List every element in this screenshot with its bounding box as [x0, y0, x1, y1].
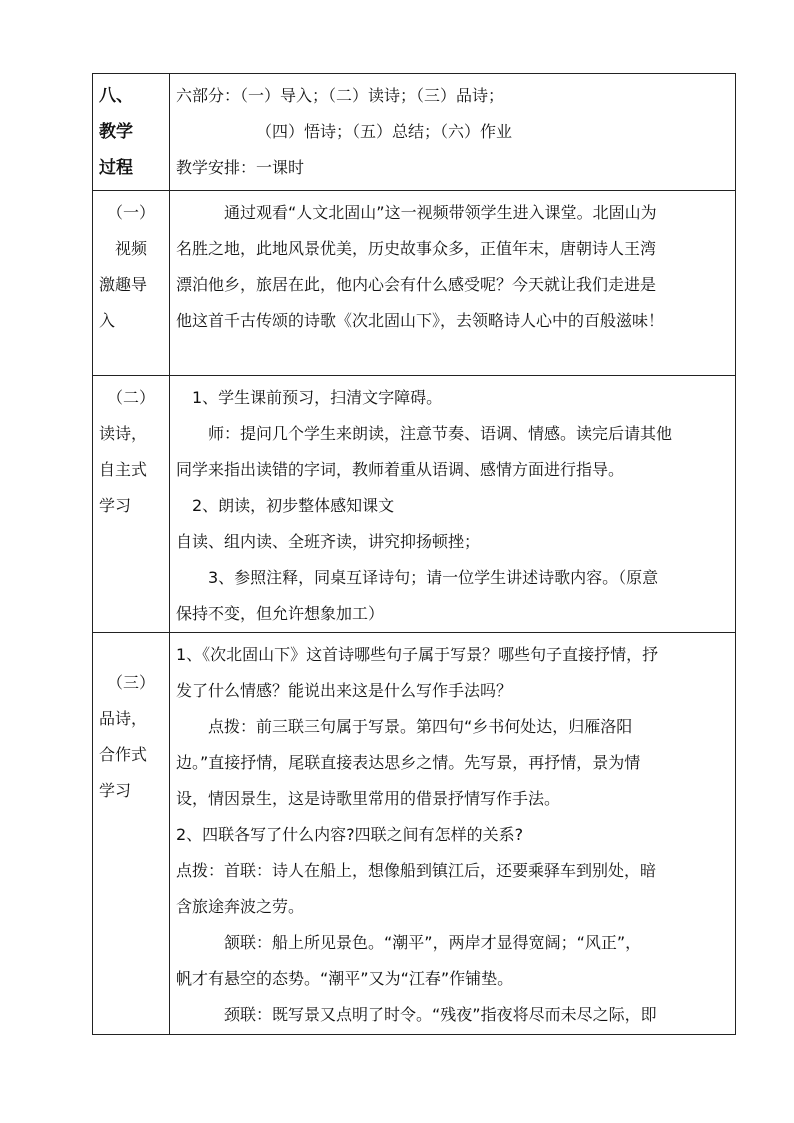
section-label: （三） 品诗， 合作式 学习: [99, 673, 155, 800]
section-content-cell: [170, 74, 736, 191]
section-content-cell: [170, 376, 736, 633]
section-content-cell: [170, 633, 736, 1035]
section-label-cell: [93, 633, 170, 1035]
section-label-cell: [93, 74, 170, 191]
table-row: [93, 74, 736, 191]
teaching-process-table: [92, 73, 736, 1035]
section-content: 1、《次北固山下》这首诗哪些句子属于写景？哪些句子直接抒情，抒 发了什么情感？能说出来这是什么写作手法吗？ 点拨：前三联三句属于写景。第四句“乡书何处达，归雁洛阳 边。”直接抒情，尾联直接表达思乡之情。先写景，再抒情，景为情 设，情因景生，这是诗歌里常用的借景抒情写作手法。 2、四联各写了什么内容?四联之间有怎样的关系? 点拨：首联：诗人在船上，想像船到镇江后，还要乘驿车到别处，暗 含旅途奔波之劳。 颔联：船上所见景色。“潮平”，两岸才显得宽阔；“风正”， 帆才有悬空的态势。“潮平”又为“江春”作铺垫。 颈联：既写景又点明了时令。“残夜”指夜将尽而未尽之际，即: [176, 645, 659, 1024]
section-label: （一） 视频 激趣导 入: [99, 203, 155, 330]
section-content: 六部分：（一）导入；（二）读诗；（三）品诗； （四）悟诗；（五）总结；（六）作业 教学安排：一课时: [176, 86, 513, 177]
section-content-cell: [170, 191, 736, 376]
section-content: 1、学生课前预习，扫清文字障碍。 师：提问几个学生来朗读，注意节奏、语调、情感。读完后请其他 同学来指出读错的字词，教师着重从语调、感情方面进行指导。 2、朗读，初步整体感知课文 自读、组内读、全班齐读，讲究抑扬顿挫； 3、参照注释，同桌互译诗句；请一位学生讲述诗歌内容。（原意 保持不变，但允许想象加工）: [176, 388, 673, 623]
table-row: [93, 191, 736, 376]
table-row: [93, 376, 736, 633]
table-row: [93, 633, 736, 1035]
section-label-cell: [93, 376, 170, 633]
section-label: 八、 教学 过程: [99, 86, 133, 178]
section-content: 通过观看“人文北固山”这一视频带领学生进入课堂。北固山为 名胜之地，此地风景优美，历史故事众多，正值年末，唐朝诗人王湾 漂泊他乡，旅居在此，他内心会有什么感受呢？今天就让我们走进是 他这首千古传颂的诗歌《次北固山下》，去领略诗人心中的百般滋味！: [176, 203, 665, 330]
section-label: （二） 读诗， 自主式 学习: [99, 388, 155, 515]
section-label-cell: [93, 191, 170, 376]
